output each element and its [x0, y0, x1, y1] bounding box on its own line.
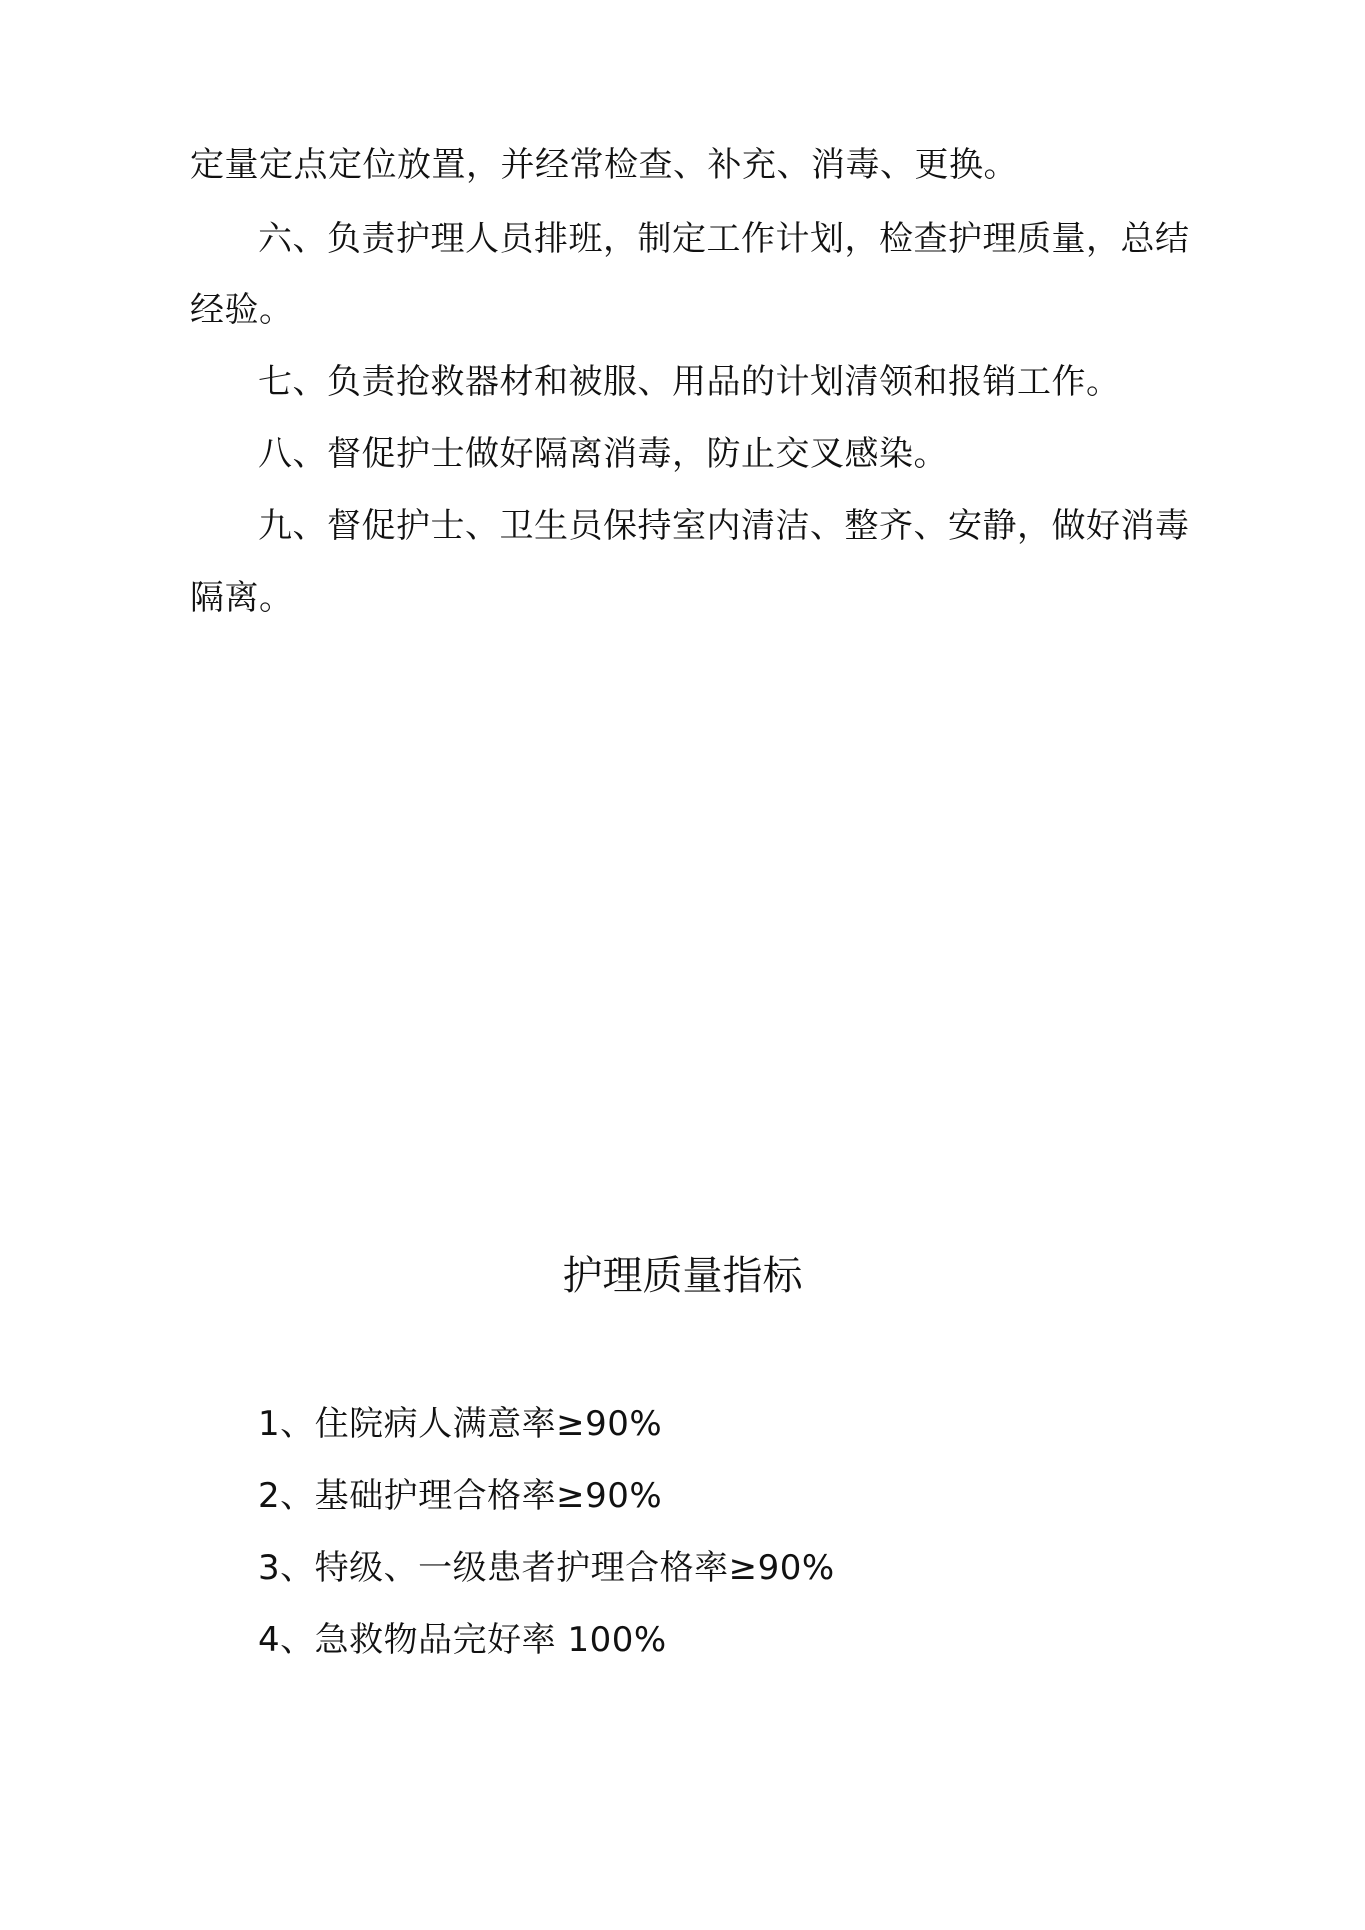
paragraph-item-6-line-2: 经验。	[190, 290, 294, 330]
paragraph-continuation-line: 定量定点定位放置，并经常检查、补充、消毒、更换。	[190, 145, 1018, 185]
indicator-item-4: 4、急救物品完好率 100%	[258, 1620, 667, 1660]
paragraph-item-8: 八、督促护士做好隔离消毒，防止交叉感染。	[258, 434, 948, 474]
indicator-item-2: 2、基础护理合格率≥90%	[258, 1476, 663, 1516]
paragraph-item-6-line-1: 六、负责护理人员排班，制定工作计划，检查护理质量，总结	[258, 219, 1190, 259]
paragraph-item-7: 七、负责抢救器材和被服、用品的计划清领和报销工作。	[258, 362, 1121, 402]
indicator-item-3: 3、特级、一级患者护理合格率≥90%	[258, 1548, 835, 1588]
paragraph-item-9-line-1: 九、督促护士、卫生员保持室内清洁、整齐、安静，做好消毒	[258, 506, 1190, 546]
indicator-item-1: 1、住院病人满意率≥90%	[258, 1404, 663, 1444]
section-title: 护理质量指标	[562, 1253, 803, 1299]
paragraph-item-9-line-2: 隔离。	[190, 578, 294, 618]
